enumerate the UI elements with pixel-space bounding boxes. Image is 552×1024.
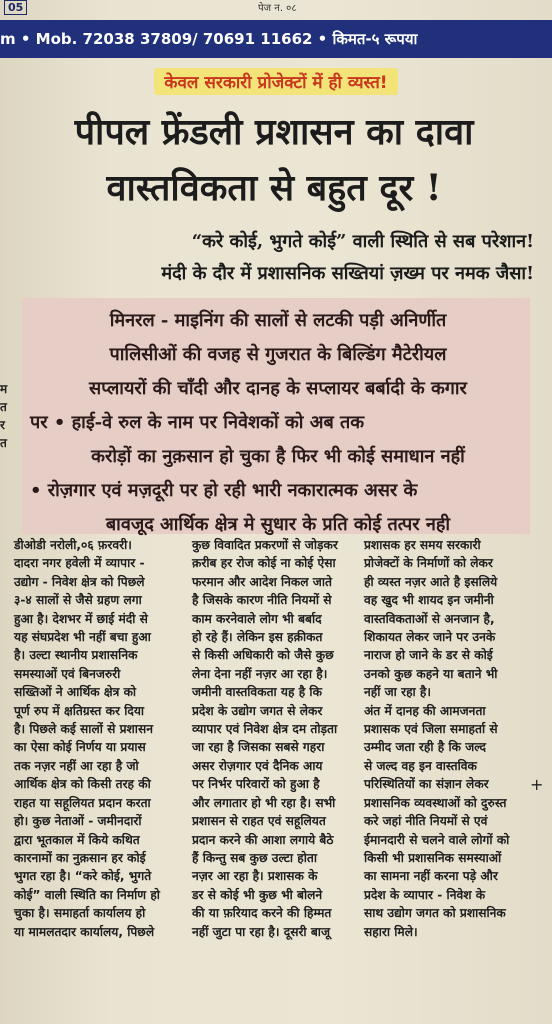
- page-indicator: पेज न. ०८: [258, 3, 297, 14]
- body-line: प्रशासनिक व्यवस्थाओं को दुरुस्त: [364, 795, 507, 810]
- body-line: प्रशासक हर समय सरकारी: [364, 538, 481, 552]
- margin-char: त: [0, 400, 7, 414]
- body-line: द्वारा भूतकाल में किये कथित: [14, 832, 140, 847]
- body-line: और लगातार हो भी रहा है। सभी: [192, 795, 336, 810]
- body-line: डर से कोई भी कुछ भी बोलने: [192, 887, 323, 902]
- body-line: लेना देना नहीं नज़र आ रहा है।: [192, 666, 328, 681]
- body-line: नाराज हो जाने के डर से कोई: [364, 648, 493, 663]
- body-line: सख्तिओं ने आर्थिक क्षेत्र को: [14, 685, 137, 700]
- body-line: प्रदेश के व्यापार - निवेश के: [364, 887, 486, 902]
- headline-line-2: वास्तविकता से बहुत दूर !: [106, 167, 442, 209]
- highlight-line-1: मिनरल - माइनिंग की सालों से लटकी पड़ी अनिर्णीत: [109, 310, 447, 331]
- highlight-line-7: बावजूद आर्थिक क्षेत्र मे सुधार के प्रति कोई तत्पर नही: [105, 514, 451, 535]
- body-line: परिस्थितियों का संज्ञान लेकर: [364, 777, 489, 792]
- body-line: किसी भी प्रशासनिक समस्याओं: [364, 850, 502, 865]
- body-line: है जिसके कारण नीति नियमों से: [192, 593, 332, 608]
- margin-char: म: [0, 382, 8, 396]
- body-line: अंत में दानह की आमजनता: [364, 703, 486, 718]
- page-top-row: [0, 0, 552, 18]
- body-line: वह खुद भी शायद इन जमीनी: [364, 593, 494, 608]
- body-line: फरमान और आदेश निकल जाते: [192, 574, 332, 589]
- body-line: उद्योग - निवेश क्षेत्र को पिछले: [14, 574, 145, 589]
- column-3: [364, 536, 534, 1024]
- body-columns: [14, 536, 538, 1024]
- body-line: हो रहे हैं। लेकिन इस हक़ीकत: [192, 630, 323, 645]
- kicker-row: [0, 68, 552, 95]
- body-line: क़रीब हर रोज कोई ना कोई ऐसा: [192, 556, 336, 571]
- margin-char: त: [0, 436, 7, 450]
- body-line: शिकायत लेकर जाने पर उनके: [364, 630, 496, 645]
- body-line: नज़र आ रहा है। प्रशासक के: [192, 869, 318, 884]
- margin-char: र: [0, 418, 5, 432]
- body-line: कोई” वाली स्थिति का निर्माण हो: [14, 887, 160, 902]
- body-line: उम्मीद जता रही है कि जल्द: [364, 740, 486, 755]
- column-2: [192, 536, 358, 1024]
- body-line: चुका है। समाहर्ता कार्यालय हो: [14, 906, 146, 921]
- body-line: वास्तविकताओं से अनजान है,: [364, 611, 495, 626]
- body-line: नहीं जा रहा है।: [364, 685, 432, 700]
- body-line: कारनामों का नुक़सान हर कोई: [14, 850, 146, 865]
- body-line: असर रोज़गार एवं दैनिक आय: [192, 758, 323, 773]
- body-line: हैं किन्तु सब कुछ उल्टा होता: [192, 850, 318, 865]
- body-line: काम करनेवाले लोग भी बर्बाद: [192, 611, 322, 626]
- body-line: प्रोजेक्टों के निर्माणों को लेकर: [364, 556, 493, 571]
- body-line: साथ उद्योग जगत को प्रशासनिक: [364, 906, 506, 921]
- body-line: है। पिछले कई सालों से प्रशासन: [14, 722, 153, 737]
- subhead-2: मंदी के दौर में प्रशासनिक सख्तियां ज़ख्म पर नमक जैसा!: [161, 263, 534, 284]
- body-line: यह संघप्रदेश भी नहीं बचा हुआ: [14, 630, 151, 645]
- body-line: तक नज़र नहीं आ रहा है जो: [14, 758, 139, 773]
- body-line: समस्याओं एवं बिनजरुरी: [14, 666, 121, 681]
- body-line: उनको कुछ कहने या बताने भी: [364, 666, 498, 681]
- body-line: प्रदान करने की आशा लगाये बैठे: [192, 832, 334, 847]
- highlight-line-5: करोड़ों का नुक़सान हो चुका है फिर भी कोई समाधान नहीं: [91, 446, 465, 467]
- crop-mark-icon: +: [530, 775, 544, 794]
- body-line: से जल्द वह इन वास्तविक: [364, 758, 477, 773]
- contact-band: [0, 20, 552, 58]
- body-line: प्रदेश के उद्योग जगत से लेकर: [192, 703, 323, 718]
- headline-line-1: पीपल फ्रेंडली प्रशासन का दावा: [74, 111, 474, 153]
- body-line: पर निर्भर परिवारों को हुआ है: [192, 777, 320, 792]
- page-number: 05: [4, 0, 27, 15]
- body-line: दादरा नगर हवेली में व्यापार -: [14, 556, 145, 571]
- left-margin-fragment: [0, 380, 12, 452]
- body-line: राहत या सहूलियत प्रदान करता: [14, 795, 151, 810]
- highlight-line-6: • रोज़गार एवं मज़दूरी पर हो रही भारी नकारात्मक असर के: [30, 480, 418, 501]
- body-line: प्रशासन से राहत एवं सहूलियत: [192, 814, 326, 829]
- subhead-1: “करे कोई, भुगते कोई” वाली स्थिति से सब परेशान!: [191, 231, 534, 252]
- body-line: जा रहा है जिसका सबसे गहरा: [192, 740, 325, 755]
- body-line: भुगत रहा है। “करे कोई, भुगते: [14, 869, 152, 884]
- contact-band-text: m • Mob. 72038 37809/ 70691 11662 • किमत-५ रूपया: [0, 30, 418, 48]
- body-line: आर्थिक क्षेत्र को किसी तरह की: [14, 777, 151, 792]
- body-line: कुछ विवादित प्रकरणों से जोड़कर: [192, 538, 338, 552]
- highlight-line-2: पालिसीओं की वजह से गुजरात के बिल्डिंग मैटेरीयल: [109, 344, 447, 365]
- body-line: से किसी अधिकारी को जैसे कुछ: [192, 648, 334, 663]
- body-line: जमीनी वास्तविकता यह है कि: [192, 685, 322, 700]
- body-line: व्यापार एवं निवेश क्षेत्र दम तोड़ता: [192, 722, 338, 737]
- body-line: हो। कुछ नेताओं - जमीनदारों: [14, 814, 142, 829]
- body-line: का ऐसा कोई निर्णय या प्रयास: [14, 740, 146, 755]
- highlight-line-4: पर • हाई-वे रुल के नाम पर निवेशकों को अब तक: [30, 412, 365, 433]
- body-line: हुआ है। देशभर में छाई मंदी से: [14, 611, 148, 626]
- body-line: पूर्ण रुप में क्षतिग्रस्त कर दिया: [14, 703, 145, 718]
- body-line: या मामलतदार कार्यालय, पिछले: [14, 924, 155, 939]
- body-line: डीओडी नरोली,०६ फ़रवरी।: [14, 538, 132, 552]
- body-line: ईमानदारी से चलने वाले लोगों को: [364, 832, 510, 847]
- body-line: करे जहां नीति नियमों से एवं: [364, 814, 488, 829]
- body-line: है। उल्टा स्थानीय प्रशासनिक: [14, 648, 138, 663]
- kicker: केवल सरकारी प्रोजेक्टों में ही व्यस्त!: [154, 68, 397, 95]
- body-line: का सामना नहीं करना पड़े और: [364, 869, 498, 884]
- body-line: सहारा मिले।: [364, 924, 418, 939]
- body-line: ही व्यस्त नज़र आते है इसलिये: [364, 574, 498, 589]
- body-line: नहीं जुटा पा रहा है। दूसरी बाजू: [192, 924, 330, 939]
- body-line: की या फ़रियाद करने की हिम्मत: [192, 906, 332, 921]
- body-line: प्रशासक एवं जिला समाहर्ता से: [364, 722, 498, 737]
- column-1: [14, 536, 180, 1024]
- highlight-line-3: सप्लायरों की चाँदी और दानह के सप्लायर बर्बादी के कगार: [89, 378, 467, 399]
- body-line: ३-४ सालों से जैसे ग्रहण लगा: [14, 593, 142, 608]
